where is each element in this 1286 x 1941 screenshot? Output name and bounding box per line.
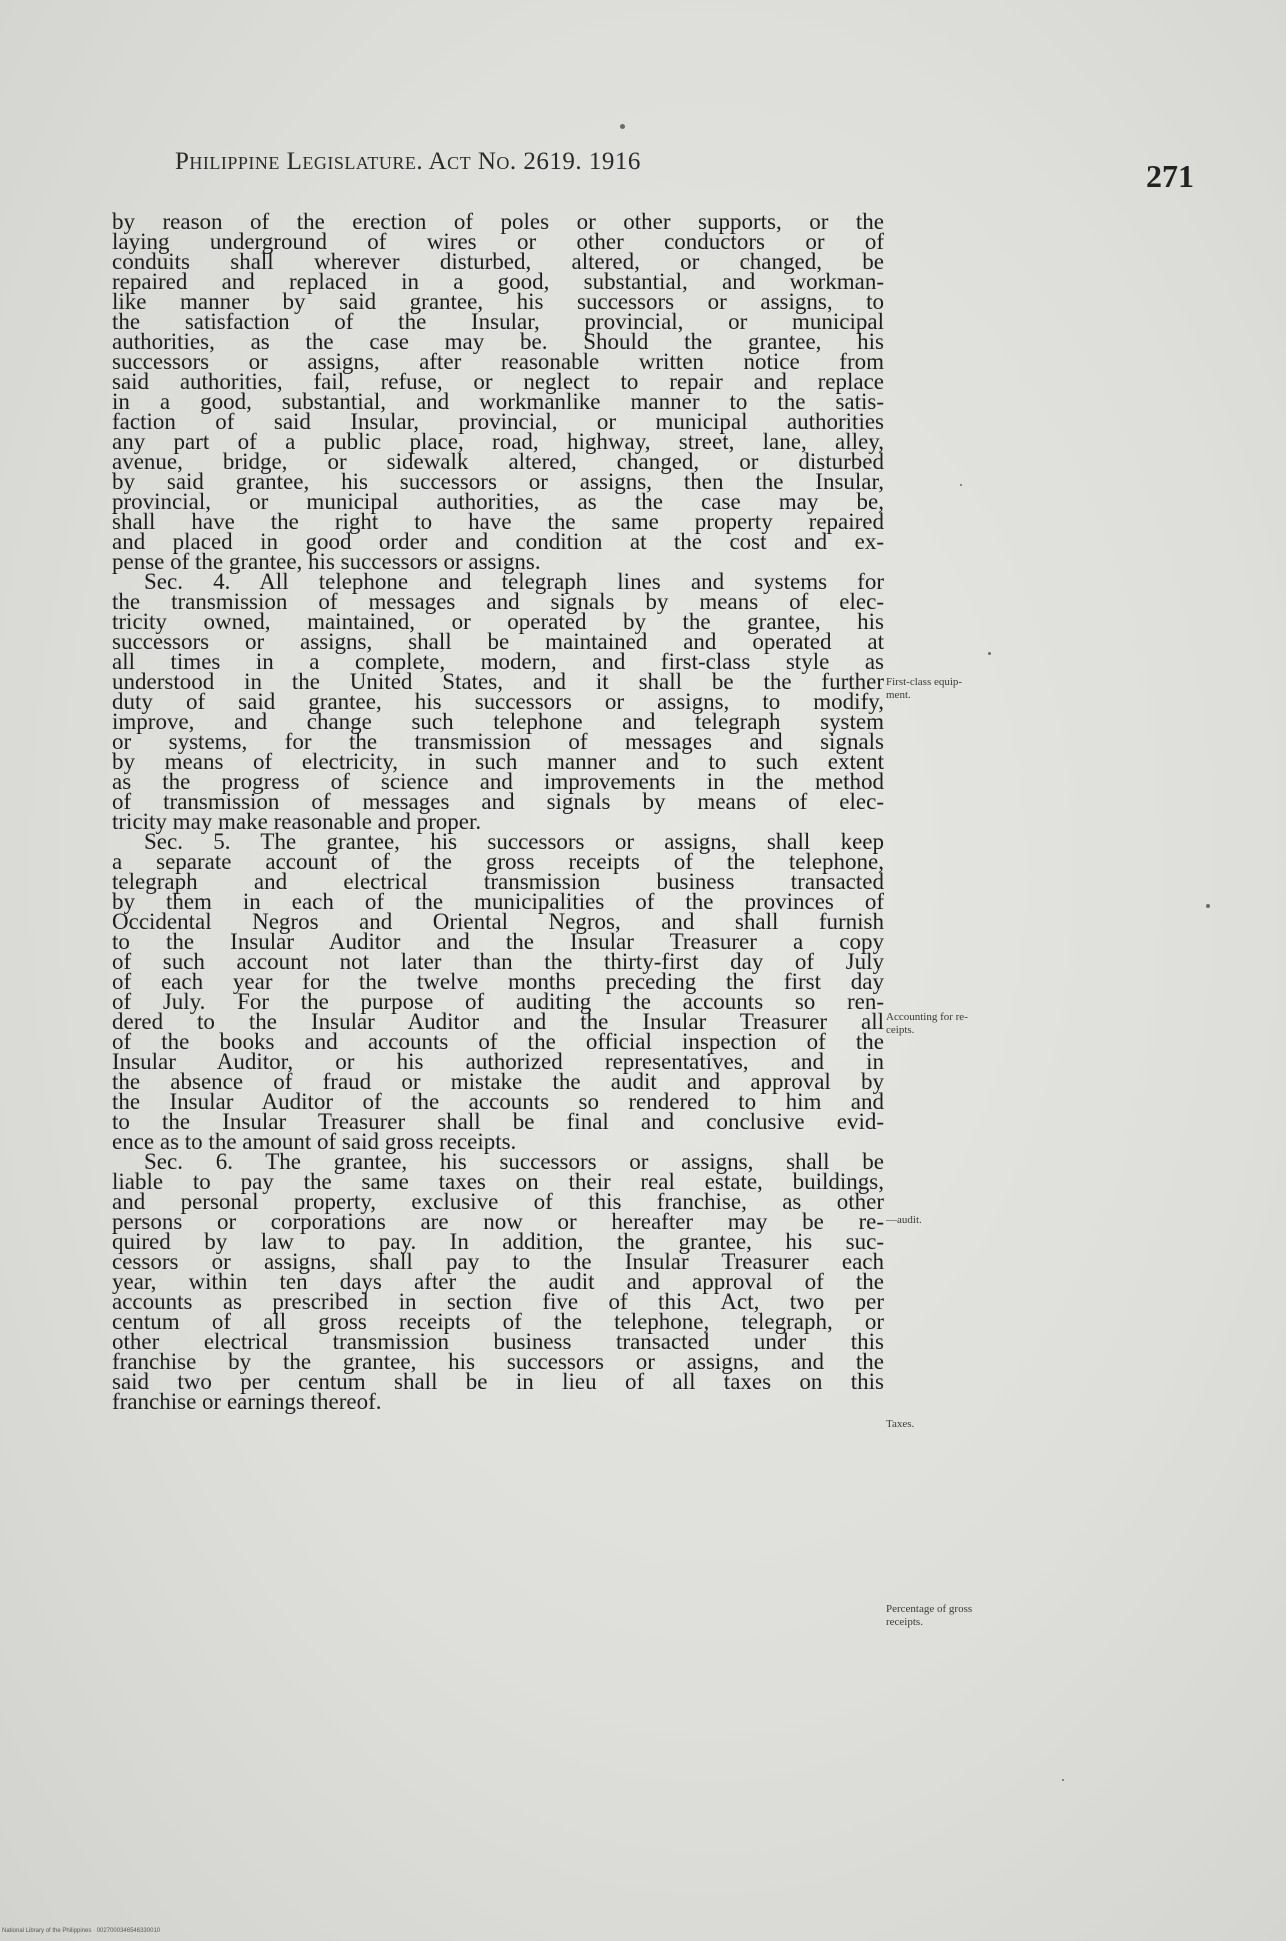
page-number: 271 (1146, 158, 1194, 194)
margin-note-first-class-equipment (886, 676, 1096, 702)
scan-speck (1062, 1779, 1064, 1781)
text-line: of each year for the twelve months preceding the first day (112, 969, 884, 994)
margin-note-line: Percentage of gross (886, 1603, 973, 1615)
text-line: quired by law to pay. In addition, the grantee, his suc- (112, 1229, 884, 1254)
text-line: said two per centum shall be in lieu of all taxes on this (112, 1369, 884, 1394)
running-head: Philippine Legislature. Act No. 2619. 1916 (175, 148, 641, 175)
text-line: a separate account of the gross receipts of the telephone, (112, 849, 884, 874)
text-line: authorities, as the case may be. Should the grantee, his (112, 329, 884, 354)
text-line: shall have the right to have the same property repaired (112, 509, 884, 534)
text-line: successors or assigns, shall be maintained and operated at (112, 629, 884, 654)
text-line: centum of all gross receipts of the telephone, telegraph, or (112, 1309, 884, 1334)
margin-note-line: First-class equip- (886, 676, 963, 688)
text-line: faction of said Insular, provincial, or municipal authorities (112, 409, 884, 434)
scan-speck (960, 484, 962, 486)
margin-note-taxes (886, 1418, 1096, 1431)
text-line: in a good, substantial, and workmanlike manner to the satis- (112, 389, 884, 414)
text-line: or systems, for the transmission of messages and signals (112, 729, 884, 754)
text-line: to the Insular Treasurer shall be final and conclusive evid- (112, 1109, 884, 1134)
margin-note-line: —audit. (886, 1214, 922, 1226)
text-line: laying underground of wires or other conductors or of (112, 229, 884, 254)
text-line: ence as to the amount of said gross receipts. (112, 1129, 517, 1154)
margin-note-percentage (886, 1603, 1096, 1629)
text-line: of transmission of messages and signals by means of elec- (112, 789, 884, 814)
text-line: of the books and accounts of the official inspection of the (112, 1029, 884, 1054)
margin-note-line: ment. (886, 689, 911, 701)
text-line: other electrical transmission business transacted under this (112, 1329, 884, 1354)
section-6-start: Sec. 6. The grantee, his successors or assigns, shall be (144, 1149, 884, 1174)
section-4-start: Sec. 4. All telephone and telegraph lines and systems for (144, 569, 884, 594)
scan-speck (988, 652, 991, 655)
digitization-footer: National Library of the Philippines · 0027000346546330010 (2, 1928, 161, 1934)
text-line: all times in a complete, modern, and first-class style as (112, 649, 884, 674)
text-line: successors or assigns, after reasonable written notice from (112, 349, 884, 374)
text-line: tricity may make reasonable and proper. (112, 809, 482, 834)
scan-speck (620, 124, 625, 129)
text-line: of July. For the purpose of auditing the accounts so ren- (112, 989, 884, 1014)
text-line: duty of said grantee, his successors or assigns, to modify, (112, 689, 884, 714)
text-line: like manner by said grantee, his successors or assigns, to (112, 289, 884, 314)
text-line: dered to the Insular Auditor and the Insular Treasurer all (112, 1009, 884, 1034)
text-line: accounts as prescribed in section five of this Act, two per (112, 1289, 884, 1314)
margin-note-line: Accounting for re- (886, 1011, 968, 1023)
text-line: as the progress of science and improvements in the method (112, 769, 884, 794)
text-line: year, within ten days after the audit and approval of the (112, 1269, 884, 1294)
margin-note-audit (886, 1214, 1096, 1227)
text-line: Occidental Negros and Oriental Negros, and shall furnish (112, 909, 884, 934)
text-line: telegraph and electrical transmission business transacted (112, 869, 884, 894)
margin-note-line: Taxes. (886, 1418, 915, 1430)
text-line: Insular Auditor, or his authorized representatives, and in (112, 1049, 884, 1074)
text-line: and placed in good order and condition at the cost and ex- (112, 529, 884, 554)
text-line: of such account not later than the thirty-first day of July (112, 949, 884, 974)
section-5-start: Sec. 5. The grantee, his successors or assigns, shall keep (144, 829, 884, 854)
text-line: repaired and replaced in a good, substantial, and workman- (112, 269, 884, 294)
text-line: franchise or earnings thereof. (112, 1389, 382, 1414)
text-line: improve, and change such telephone and telegraph system (112, 709, 884, 734)
text-line: provincial, or municipal authorities, as the case may be, (112, 489, 884, 514)
text-line: franchise by the grantee, his successors or assigns, and the (112, 1349, 884, 1374)
body-text (112, 209, 884, 1414)
margin-note-accounting (886, 1011, 1096, 1037)
text-line: by them in each of the municipalities of the provinces of (112, 889, 884, 914)
scan-speck (1206, 904, 1210, 908)
text-line: cessors or assigns, shall pay to the Insular Treasurer each (112, 1249, 884, 1274)
text-line: to the Insular Auditor and the Insular Treasurer a copy (112, 929, 884, 954)
text-line: tricity owned, maintained, or operated by the grantee, his (112, 609, 884, 634)
text-line: said authorities, fail, refuse, or neglect to repair and replace (112, 369, 884, 394)
text-line: the absence of fraud or mistake the audit and approval by (112, 1069, 884, 1094)
text-line: understood in the United States, and it shall be the further (112, 669, 884, 694)
text-line: liable to pay the same taxes on their real estate, buildings, (112, 1169, 884, 1194)
text-line: by reason of the erection of poles or other supports, or the (112, 209, 884, 234)
text-line: any part of a public place, road, highway, street, lane, alley, (112, 429, 884, 454)
text-line: by said grantee, his successors or assigns, then the Insular, (112, 469, 884, 494)
margin-note-line: receipts. (886, 1616, 923, 1628)
text-line: by means of electricity, in such manner and to such extent (112, 749, 884, 774)
text-line: avenue, bridge, or sidewalk altered, changed, or disturbed (112, 449, 884, 474)
margin-note-line: ceipts. (886, 1024, 915, 1036)
text-line: the Insular Auditor of the accounts so rendered to him and (112, 1089, 884, 1114)
text-line: pense of the grantee, his successors or assigns. (112, 549, 541, 574)
text-line: and personal property, exclusive of this franchise, as other (112, 1189, 884, 1214)
text-line: the satisfaction of the Insular, provincial, or municipal (112, 309, 884, 334)
text-line: persons or corporations are now or hereafter may be re- (112, 1209, 884, 1234)
text-line: the transmission of messages and signals by means of elec- (112, 589, 884, 614)
text-line: conduits shall wherever disturbed, altered, or changed, be (112, 249, 884, 274)
